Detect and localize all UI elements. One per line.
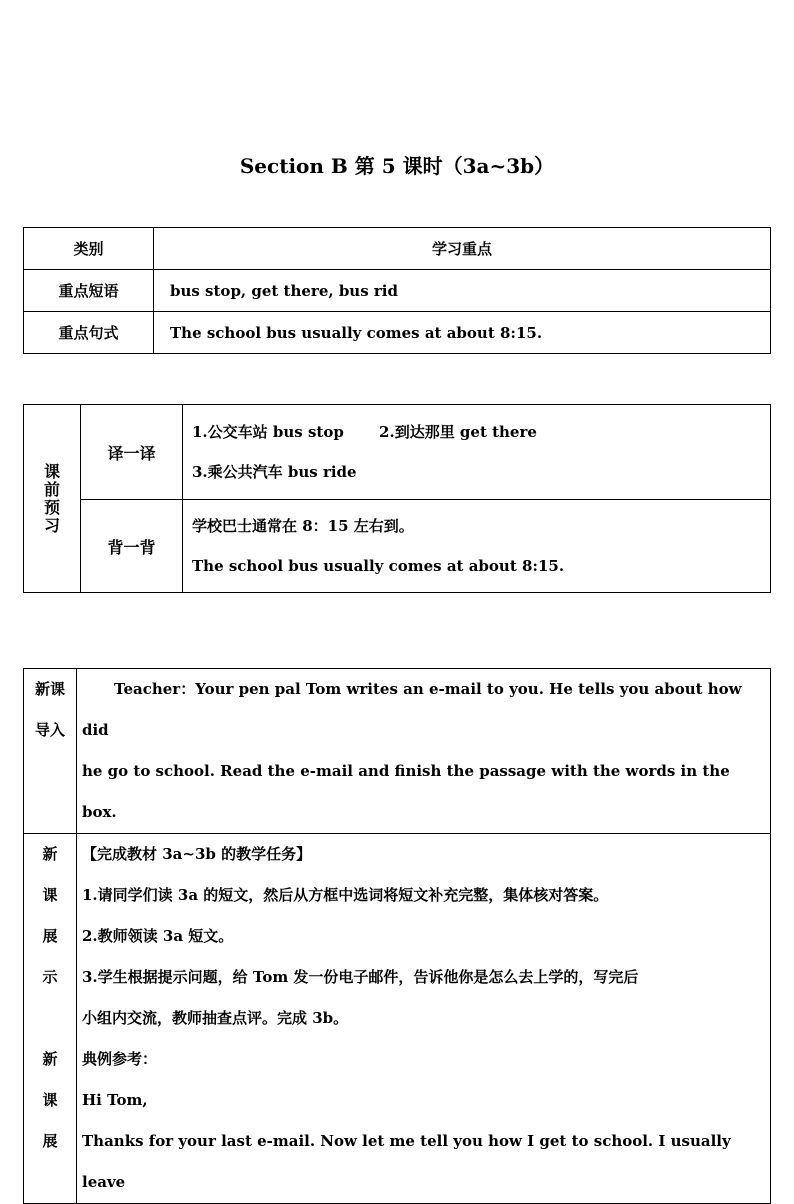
page-title: Section B 第 5 课时（3a~3b） bbox=[239, 154, 555, 178]
header-focus: 学习重点 bbox=[154, 228, 771, 270]
header-category: 类别 bbox=[24, 228, 154, 270]
show-content: 【完成教材 3a~3b 的教学任务】 1.请同学们读 3a 的短文，然后从方框中选词将短文补充完整，集体核对答案。 2.教师领读 3a 短文。 3.学生根据提示问题，给 Tom 发一份电子邮件，告诉他你是怎么去上学的，写完后 小组内交流，教师抽查点评。完成 3b。 典例参考： Hi Tom, Thanks for your last e-mail. Now let me tell you how I get to school. I usually leave bbox=[77, 834, 771, 1204]
row-label-sentences: 重点句式 bbox=[24, 312, 154, 354]
translate-label: 译一译 bbox=[81, 405, 183, 500]
recite-content: 学校巴士通常在 8：15 左右到。 The school bus usually comes at about 8:15. bbox=[183, 500, 771, 593]
recite-label: 背一背 bbox=[81, 500, 183, 593]
key-points-table bbox=[23, 227, 771, 354]
row-value-phrases: bus stop, get there, bus rid bbox=[154, 270, 771, 312]
intro-content: Teacher：Your pen pal Tom writes an e-mail to you. He tells you about how did he go to school. Read the e-mail and finish the passage with the words in the box. bbox=[77, 669, 771, 834]
translate-content: 1.公交车站 bus stop 2.到达那里 get there 3.乘公共汽车 bus ride bbox=[183, 405, 771, 500]
row-value-sentences: The school bus usually comes at about 8:15. bbox=[154, 312, 771, 354]
row-label-phrases: 重点短语 bbox=[24, 270, 154, 312]
intro-label: 新课 导入 bbox=[24, 669, 77, 834]
preview-table bbox=[23, 404, 771, 593]
lesson-table bbox=[23, 668, 771, 1204]
show-label: 新 课 展 示 新 课 展 bbox=[24, 834, 77, 1204]
preview-side-label: 课 前 预 习 bbox=[24, 405, 81, 593]
